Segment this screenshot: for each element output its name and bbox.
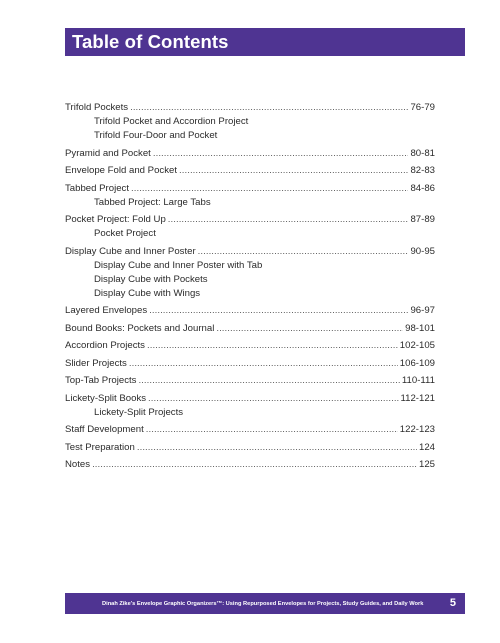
toc-page-range: 98-101 bbox=[405, 322, 435, 334]
page-number: 5 bbox=[449, 597, 456, 609]
toc-row bbox=[65, 304, 435, 318]
toc-subentry: Display Cube with Pockets bbox=[94, 273, 208, 285]
toc-entry-title: Staff Development bbox=[65, 424, 144, 435]
toc-page-range: 96-97 bbox=[410, 305, 435, 316]
toc-entry-title: Envelope Fold and Pocket bbox=[65, 165, 178, 176]
toc-page-range: 110-111 bbox=[401, 375, 435, 386]
toc-row bbox=[65, 392, 435, 406]
toc-row bbox=[65, 357, 435, 371]
dot-leader bbox=[153, 147, 409, 161]
title-banner bbox=[65, 28, 465, 56]
toc-subentry: Tabbed Project: Large Tabs bbox=[94, 196, 211, 208]
toc-row bbox=[65, 423, 435, 437]
toc-row bbox=[65, 339, 435, 353]
toc-row bbox=[65, 441, 435, 455]
toc-subentry: Trifold Four-Door and Pocket bbox=[94, 130, 218, 141]
toc-row bbox=[65, 245, 435, 259]
toc-entry-title: Display Cube and Inner Poster bbox=[65, 245, 196, 257]
toc-page-range: 112-121 bbox=[400, 392, 435, 404]
toc-entry bbox=[65, 164, 435, 178]
toc-entry-title: Slider Projects bbox=[65, 357, 127, 369]
toc-entry-title: Pyramid and Pocket bbox=[65, 147, 151, 159]
toc-page-range: 102-105 bbox=[399, 340, 435, 351]
toc-page-range: 106-109 bbox=[399, 357, 435, 369]
toc-page-range: 76-79 bbox=[410, 102, 435, 113]
toc-entry-title: Test Preparation bbox=[65, 441, 135, 453]
toc-entry bbox=[65, 322, 435, 336]
toc-page-range: 90-95 bbox=[410, 245, 435, 257]
toc-entry-title: Pocket Project: Fold Up bbox=[65, 214, 166, 225]
dot-leader bbox=[129, 357, 398, 371]
toc-subentry: Trifold Pocket and Accordion Project bbox=[94, 116, 249, 127]
dot-leader bbox=[148, 392, 398, 406]
table-of-contents bbox=[65, 101, 435, 476]
dot-leader bbox=[146, 423, 398, 437]
toc-page-range: 82-83 bbox=[410, 165, 435, 176]
toc-entry-title: Notes bbox=[65, 459, 91, 470]
dot-leader bbox=[131, 182, 408, 196]
toc-entry bbox=[65, 304, 435, 318]
toc-entry-title: Top-Tab Projects bbox=[65, 375, 137, 386]
toc-entry bbox=[65, 147, 435, 161]
toc-entry-title: Layered Envelopes bbox=[65, 305, 148, 316]
toc-entry bbox=[65, 441, 435, 455]
toc-subentry: Pocket Project bbox=[94, 228, 156, 239]
toc-entry bbox=[65, 374, 435, 388]
toc-entry-title: Accordion Projects bbox=[65, 340, 145, 351]
dot-leader bbox=[168, 213, 409, 227]
toc-entry bbox=[65, 392, 435, 420]
dot-leader bbox=[198, 245, 409, 259]
toc-row bbox=[65, 374, 435, 388]
dot-leader bbox=[130, 101, 408, 115]
toc-entry-title: Bound Books: Pockets and Journal bbox=[65, 322, 215, 334]
toc-entry bbox=[65, 357, 435, 371]
toc-entry-title: Lickety-Split Books bbox=[65, 392, 147, 404]
toc-page-range: 87-89 bbox=[410, 214, 435, 225]
toc-page-range: 125 bbox=[418, 459, 435, 470]
toc-row bbox=[65, 147, 435, 161]
toc-entry bbox=[65, 339, 435, 353]
toc-entry bbox=[65, 245, 435, 301]
toc-row bbox=[65, 322, 435, 336]
toc-row bbox=[65, 182, 435, 196]
toc-row bbox=[65, 101, 435, 115]
dot-leader bbox=[138, 374, 399, 388]
toc-entry bbox=[65, 458, 435, 472]
toc-row bbox=[65, 458, 435, 472]
footer-title: Dinah Zike's Envelope Graphic Organizers™: Using Repurposed Envelopes for Projects, Study Guides, and Daily Work bbox=[102, 600, 424, 607]
toc-page-range: 122-123 bbox=[399, 424, 435, 435]
dot-leader bbox=[149, 304, 408, 318]
page-title: Table of Contents bbox=[72, 31, 229, 52]
toc-subentry: Lickety-Split Projects bbox=[94, 406, 184, 418]
toc-subentry: Display Cube with Wings bbox=[94, 287, 201, 299]
toc-page-range: 80-81 bbox=[410, 147, 435, 159]
footer-banner bbox=[65, 593, 465, 614]
dot-leader bbox=[216, 322, 403, 336]
dot-leader bbox=[137, 441, 417, 455]
toc-page-range: 124 bbox=[418, 441, 435, 453]
dot-leader bbox=[92, 458, 417, 472]
toc-entry-title: Trifold Pockets bbox=[65, 102, 129, 113]
dot-leader bbox=[147, 339, 398, 353]
toc-entry bbox=[65, 101, 435, 143]
toc-subentry: Display Cube and Inner Poster with Tab bbox=[94, 259, 263, 271]
toc-page-range: 84-86 bbox=[410, 182, 435, 194]
dot-leader bbox=[179, 164, 408, 178]
toc-row bbox=[65, 213, 435, 227]
toc-entry bbox=[65, 423, 435, 437]
toc-entry-title: Tabbed Project bbox=[65, 182, 129, 194]
toc-entry bbox=[65, 182, 435, 210]
toc-entry bbox=[65, 213, 435, 241]
toc-row bbox=[65, 164, 435, 178]
